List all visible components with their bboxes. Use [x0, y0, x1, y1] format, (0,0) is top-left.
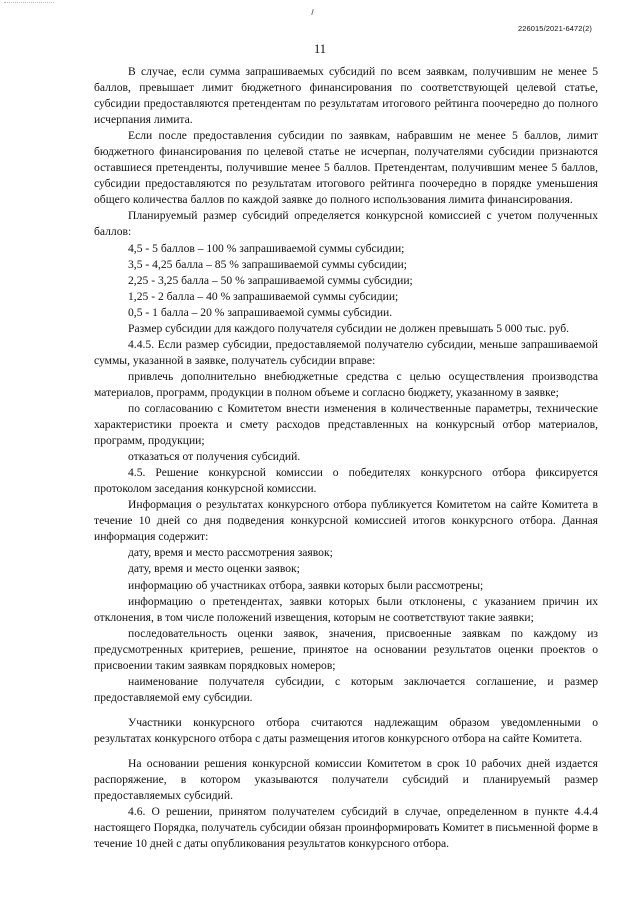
paragraph: 4.4.5. Если размер субсидии, предоставляемой получателю субсидии, меньше запрашиваемой суммы, указанной в заявке, получатель субсидии вправе:	[94, 337, 598, 367]
paragraph: На основании решения конкурсной комиссии Комитетом в срок 10 рабочих дней издается распоряжение, в котором указываются получатели субсидий и планируемый размер предоставляемых субсидий.	[94, 756, 598, 803]
list-item: 2,25 - 3,25 балла – 50 % запрашиваемой суммы субсидии;	[128, 273, 413, 287]
list-item: последовательность оценки заявок, значения, присвоенные заявкам по каждому из предусмотренных критериев, решение, принятое на основании результатов оценки проектов о присвоении таким заявкам порядковых номеров;	[94, 626, 598, 672]
paragraph: Информация о результатах конкурсного отбора публикуется Комитетом на сайте Комитета в течение 10 дней со дня подведения конкурсной комиссией итогов конкурсного отбора. Данная информация содержит:	[94, 498, 598, 544]
list-item: по согласованию с Комитетом внести изменения в количественные параметры, технические характеристики проекта и смету расходов представленных на конкурсный отбор материалов, программ, продукции;	[94, 401, 598, 448]
list-item: наименование получателя субсидии, с которым заключается соглашение, и размер предоставляемой ему субсидии.	[94, 674, 598, 704]
list-item: 1,25 - 2 балла – 40 % запрашиваемой суммы субсидии;	[128, 289, 399, 303]
paragraph: Если после предоставления субсидии по заявкам, набравшим не менее 5 баллов, лимит бюджетного финансирования по целевой статье не исчерпан, получателями субсидии признаются оставшиеся претенденты, получившие менее 5 баллов. Претендентам, получившим менее 5 баллов, субсидии предоставляются по результатам итогового рейтинга поочередно в порядке уменьшения общего количества баллов по каждой заявке до полного использования лимита финансирования.	[94, 129, 598, 207]
paragraph: 4.6. О решении, принятом получателем субсидий в случае, определенном в пункте 4.4.4 настоящего Порядка, получатель субсидии обязан проинформировать Комитет в письменной форме в течение 10 дней с даты опубликования результатов конкурсного отбора.	[94, 805, 598, 851]
document-number: 226015/2021-6472(2)	[517, 24, 592, 33]
list-item: 0,5 - 1 балла – 20 % запрашиваемой суммы субсидии.	[128, 305, 393, 319]
list-item: дату, время и место рассмотрения заявок;	[128, 546, 333, 560]
list-item: информацию о претендентах, заявки которых были отклонены, с указанием причин их отклонения, в том числе положений извещения, которым не соответствуют такие заявки;	[94, 594, 598, 624]
scan-mark	[311, 9, 314, 15]
list-item: привлечь дополнительно внебюджетные средства с целью осуществления производства материалов, программ, продукции в полном объеме и согласно бюджету, указанному в заявке;	[94, 369, 598, 399]
list-item: информацию об участниках отбора, заявки которых были рассмотрены;	[128, 578, 484, 592]
paragraph: Размер субсидии для каждого получателя субсидии не должен превышать 5 000 тыс. руб.	[128, 321, 570, 335]
list-item: дату, время и место оценки заявок;	[128, 562, 300, 576]
scan-mark	[4, 2, 54, 7]
document-body	[94, 64, 598, 852]
list-item: отказаться от получения субсидий.	[128, 450, 301, 464]
paragraph: 4.5. Решение конкурсной комиссии о победителях конкурсного отбора фиксируется протоколом заседания конкурсной комиссии.	[94, 466, 598, 496]
paragraph: Участники конкурсного отбора считаются надлежащим образом уведомленными о результатах конкурсного отбора с даты размещения итогов конкурсного отбора на сайте Комитета.	[94, 715, 598, 745]
list-item: 4,5 - 5 баллов – 100 % запрашиваемой суммы субсидии;	[128, 241, 405, 255]
page-number: 11	[313, 42, 327, 56]
paragraph: В случае, если сумма запрашиваемых субсидий по всем заявкам, получившим не менее 5 баллов, превышает лимит бюджетного финансирования по соответствующей целевой статье, субсидии предоставляются претендентам по результатам итогового рейтинга поочередно до полного исчерпания лимита.	[94, 65, 598, 127]
list-item: 3,5 - 4,25 балла – 85 % запрашиваемой суммы субсидии;	[128, 257, 407, 271]
paragraph: Планируемый размер субсидий определяется конкурсной комиссией с учетом полученных баллов:	[94, 209, 598, 239]
